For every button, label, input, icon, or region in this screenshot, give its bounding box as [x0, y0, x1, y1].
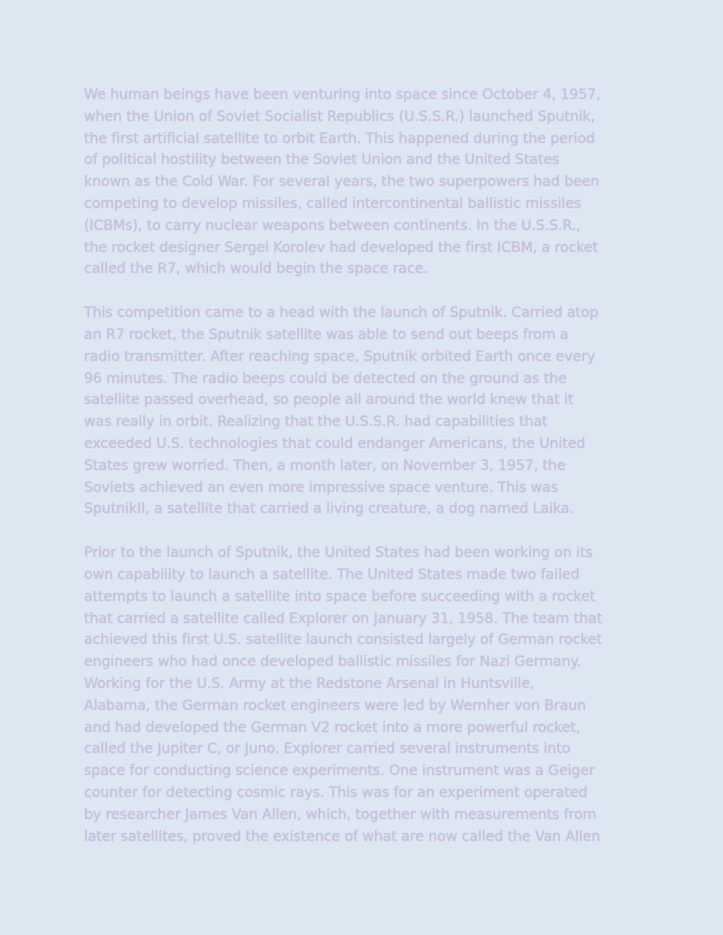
text-line: by researcher James Van Allen, which, together with measurements from	[84, 806, 597, 823]
text-line: engineers who had once developed ballistic missiles for Nazi Germany.	[84, 654, 582, 671]
document-body	[84, 85, 640, 870]
text-line: of political hostility between the Soviet Union and the United States	[84, 152, 560, 169]
text-line: that carried a satellite called Explorer on January 31, 1958. The team that	[84, 610, 603, 627]
text-line: exceeded U.S. technologies that could endanger Americans, the United	[84, 435, 586, 452]
text-line: competing to develop missiles, called intercontinental ballistic missiles	[84, 195, 582, 212]
text-line: own capability to launch a satellite. The United States made two failed	[84, 566, 580, 583]
text-line: the first artificial satellite to orbit Earth. This happened during the period	[84, 130, 595, 147]
text-line: achieved this first U.S. satellite launch consisted largely of German rocket	[84, 632, 602, 649]
text-line: Soviets achieved an even more impressive space venture. This was	[84, 479, 559, 496]
text-line: space for conducting science experiments. One instrument was a Geiger	[84, 763, 595, 780]
paragraph-3	[84, 543, 640, 848]
text-line: when the Union of Soviet Socialist Republics (U.S.S.R.) launched Sputnik,	[84, 108, 596, 125]
text-line: was really in orbit. Realizing that the U.S.S.R. had capabilities that	[84, 414, 548, 431]
text-line: the rocket designer Sergei Korolev had developed the first ICBM, a rocket	[84, 239, 598, 256]
text-line: This competition came to a head with the launch of Sputnik. Carried atop	[84, 305, 599, 322]
text-line: called the R7, which would begin the space race.	[84, 261, 428, 278]
text-line: an R7 rocket, the Sputnik satellite was able to send out beeps from a	[84, 326, 569, 343]
paragraph-1	[84, 85, 640, 281]
text-line: called the Jupiter C, or Juno. Explorer carried several instruments into	[84, 741, 571, 758]
text-line: SputnikII, a satellite that carried a living creature, a dog named Laika.	[84, 501, 574, 518]
text-line: 96 minutes. The radio beeps could be detected on the ground as the	[84, 370, 567, 387]
text-line: We human beings have been venturing into space since October 4, 1957,	[84, 87, 601, 103]
text-line: and had developed the German V2 rocket into a more powerful rocket,	[84, 719, 581, 736]
text-line: States grew worried. Then, a month later, on November 3, 1957, the	[84, 457, 566, 474]
text-line: known as the Cold War. For several years, the two superpowers had been	[84, 174, 600, 191]
text-line: Working for the U.S. Army at the Redstone Arsenal in Huntsville,	[84, 675, 535, 692]
text-line: attempts to launch a satellite into space before succeeding with a rocket	[84, 588, 596, 605]
text-line: later satellites, proved the existence of what are now called the Van Allen	[84, 828, 601, 845]
text-line: Prior to the launch of Sputnik, the United States had been working on its	[84, 545, 593, 562]
text-line: satellite passed overhead, so people all around the world knew that it	[84, 392, 574, 409]
text-line: Alabama, the German rocket engineers were led by Wernher von Braun	[84, 697, 587, 714]
text-line: counter for detecting cosmic rays. This was for an experiment operated	[84, 784, 588, 801]
paragraph-2	[84, 303, 640, 521]
text-line: (ICBMs), to carry nuclear weapons between continents. In the U.S.S.R.,	[84, 217, 581, 234]
text-line: radio transmitter. After reaching space, Sputnik orbited Earth once every	[84, 348, 596, 365]
